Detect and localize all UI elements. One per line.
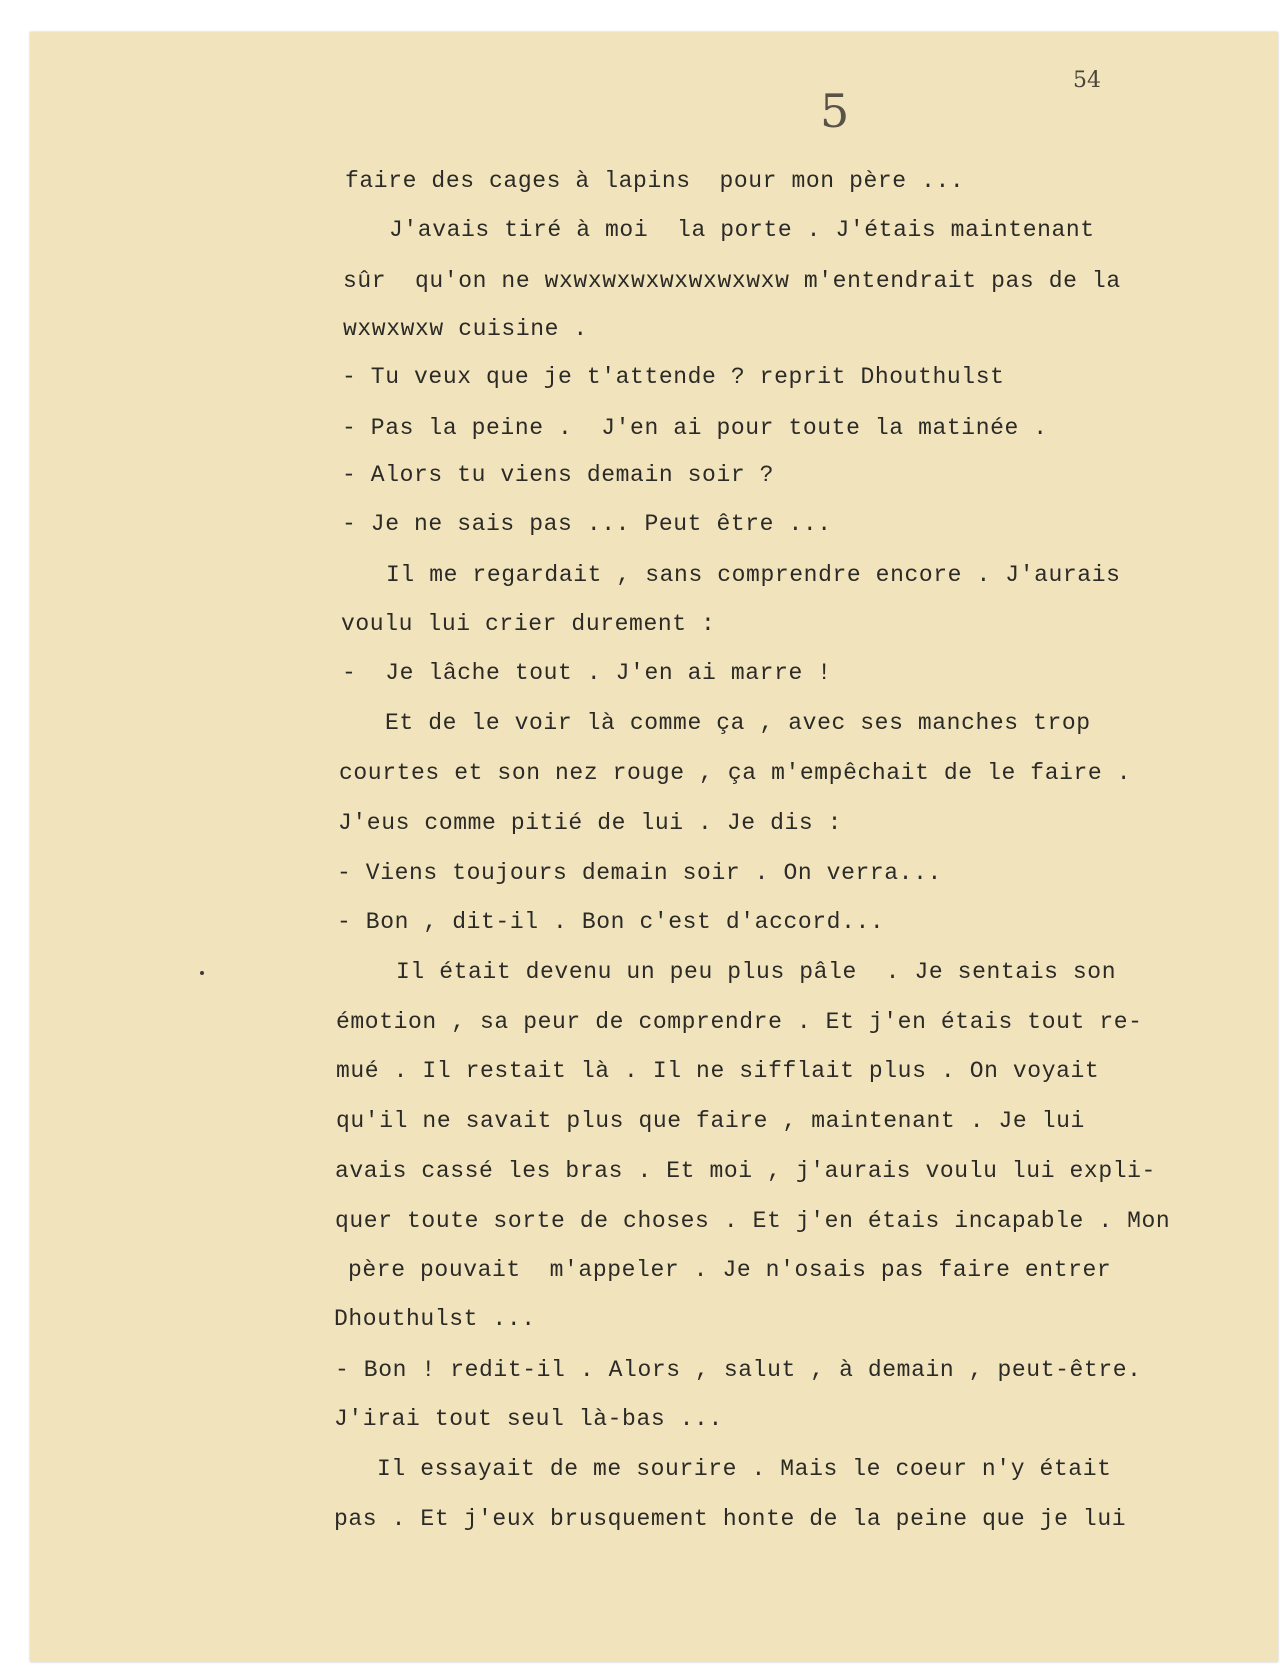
text-line: Il essayait de me sourire . Mais le coeur n'y était (377, 1456, 1112, 1482)
text-line: - Alors tu viens demain soir ? (342, 462, 775, 488)
text-line: avais cassé les bras . Et moi , j'aurais voulu lui expli- (335, 1158, 1156, 1184)
text-line: qu'il ne savait plus que faire , maintenant . Je lui (336, 1108, 1085, 1134)
text-line: sûr qu'on ne wxwxwxwxwxwxwxwxw m'entendrait pas de la (343, 268, 1121, 294)
text-line: Et de le voir là comme ça , avec ses manches trop (385, 710, 1091, 736)
text-line: wxwxwxw cuisine . (343, 316, 588, 342)
text-line: père pouvait m'appeler . Je n'osais pas faire entrer (348, 1257, 1112, 1283)
text-line: - Je ne sais pas ... Peut être ... (342, 511, 832, 537)
text-line: - Tu veux que je t'attende ? reprit Dhouthulst (342, 364, 1005, 390)
text-line: - Bon ! redit-il . Alors , salut , à demain , peut-être. (335, 1357, 1142, 1383)
text-line: courtes et son nez rouge , ça m'empêchait de le faire . (339, 760, 1132, 786)
text-line: mué . Il restait là . Il ne sifflait plus . On voyait (336, 1058, 1100, 1084)
text-line: émotion , sa peur de comprendre . Et j'en étais tout re- (336, 1009, 1143, 1035)
text-line: J'avais tiré à moi la porte . J'étais maintenant (389, 217, 1095, 243)
text-line: - Bon , dit-il . Bon c'est d'accord... (337, 909, 885, 935)
text-line: voulu lui crier durement : (341, 611, 716, 637)
text-line: pas . Et j'eux brusquement honte de la peine que je lui (334, 1506, 1127, 1532)
text-line: Il était devenu un peu plus pâle . Je sentais son (396, 959, 1117, 985)
text-line: quer toute sorte de choses . Et j'en étais incapable . Mon (335, 1208, 1171, 1234)
text-line: - Viens toujours demain soir . On verra... (337, 860, 942, 886)
text-line: - Pas la peine . J'en ai pour toute la matinée . (342, 415, 1048, 441)
handwritten-section-mark: 5 (820, 84, 850, 138)
text-line: Dhouthulst ... (334, 1306, 536, 1332)
text-line: faire des cages à lapins pour mon père ... (345, 168, 965, 194)
text-line: J'eus comme pitié de lui . Je dis : (338, 810, 843, 836)
text-line: Il me regardait , sans comprendre encore . J'aurais (386, 562, 1121, 588)
text-line: J'irai tout seul là-bas ... (334, 1406, 723, 1432)
text-line: - Je lâche tout . J'en ai marre ! (342, 660, 832, 686)
ink-speck (200, 971, 204, 975)
page-number: 54 (1073, 68, 1101, 93)
